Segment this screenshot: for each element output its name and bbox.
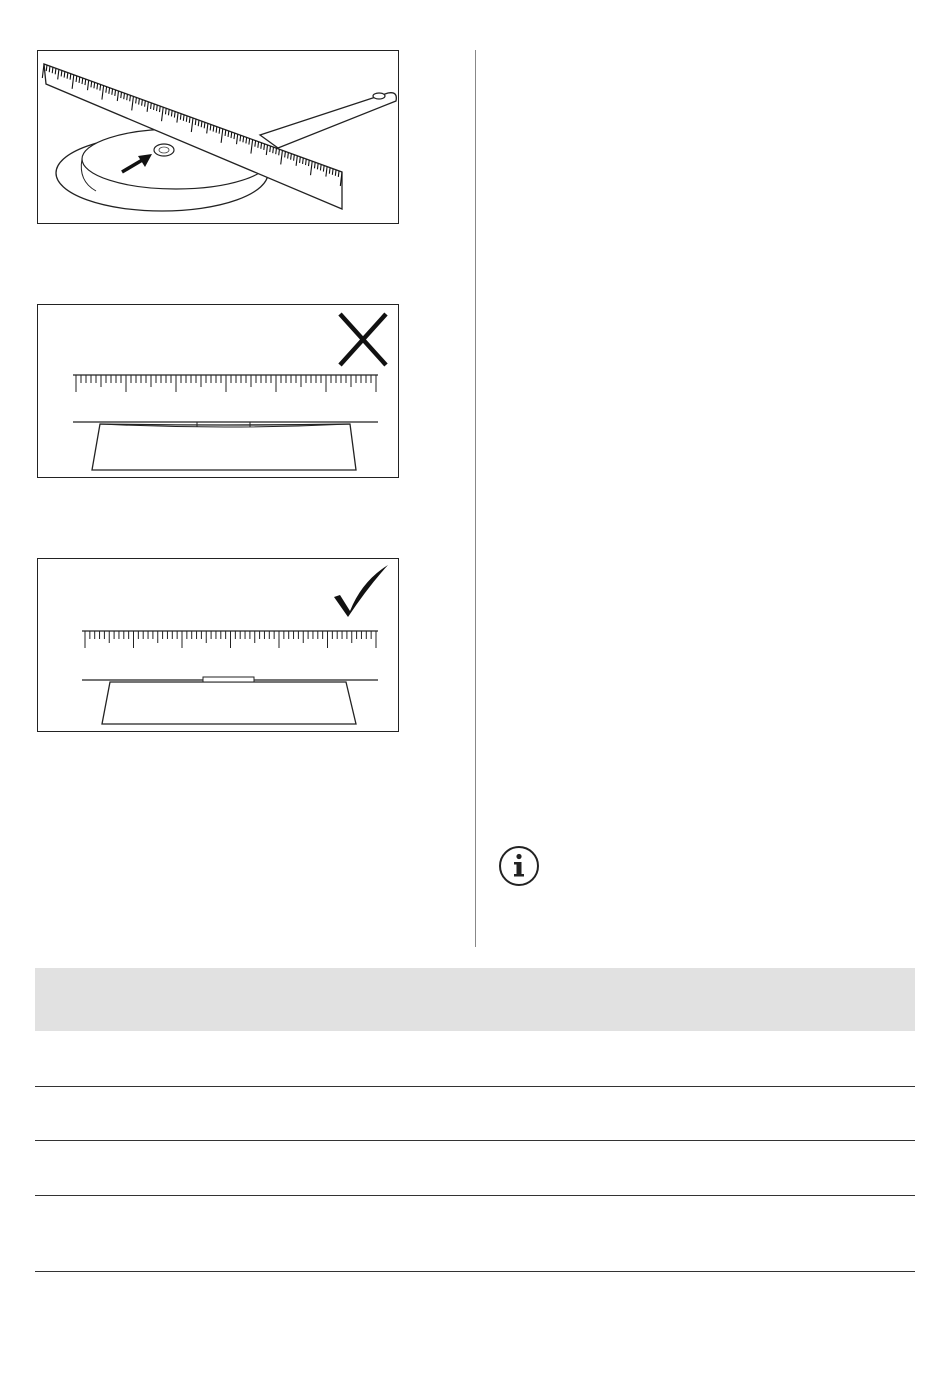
ruler-tick	[320, 164, 321, 170]
ruler-tick	[279, 149, 280, 155]
ruler-tick	[145, 101, 146, 107]
ruler-tick	[285, 151, 286, 157]
ruler-tick	[67, 73, 68, 79]
ruler-tick	[198, 120, 199, 126]
cross-icon	[340, 314, 386, 365]
ruler-tick	[61, 70, 62, 76]
column-divider	[475, 50, 476, 947]
ruler-tick	[195, 119, 196, 125]
ruler-tick	[157, 105, 158, 111]
ruler-tick	[294, 155, 295, 161]
flat-base-illustration	[38, 559, 399, 732]
table-row	[35, 1196, 915, 1272]
ruler-scale	[73, 375, 378, 392]
ruler-tick	[234, 133, 235, 139]
ruler-tick	[174, 112, 175, 118]
ruler-tick	[210, 124, 211, 130]
ruler-tick	[109, 88, 110, 94]
ruler-tick	[338, 171, 339, 177]
ruler-tick	[49, 66, 50, 72]
ruler-tick	[300, 157, 301, 163]
info-icon	[498, 845, 540, 887]
ruler-tick	[306, 159, 307, 165]
ruler-tick	[216, 127, 217, 133]
ruler-tick	[246, 137, 247, 143]
ruler-tick	[249, 139, 250, 145]
ruler-tick	[261, 143, 262, 149]
ruler-tick	[136, 97, 137, 103]
ruler-tick	[317, 163, 318, 169]
pan-handle	[260, 93, 396, 148]
ruler-tick	[94, 82, 95, 88]
ruler-tick	[130, 95, 131, 101]
base-marking	[154, 144, 174, 156]
ruler-tick	[303, 158, 304, 164]
table-header	[35, 968, 915, 1031]
ruler-tick	[121, 92, 122, 98]
ruler-tick	[183, 115, 184, 121]
ruler-tick	[201, 121, 202, 127]
ruler-tick	[127, 94, 128, 100]
table-row	[35, 1087, 915, 1141]
table-row	[35, 1141, 915, 1196]
ruler-tick	[91, 81, 92, 87]
ruler-tick	[240, 135, 241, 141]
ruler-tick	[255, 141, 256, 147]
figure-flat-base-correct	[37, 558, 399, 732]
ruler-tick	[264, 144, 265, 150]
ruler-tick	[273, 147, 274, 153]
ruler-tick	[288, 153, 289, 159]
ruler-tick	[142, 100, 143, 106]
ruler-tick	[52, 67, 53, 73]
ruler-tick	[168, 109, 169, 115]
ruler-tick	[97, 83, 98, 89]
figure-pan-with-ruler	[37, 50, 399, 224]
ruler-tick	[219, 128, 220, 134]
ruler-tick	[100, 85, 101, 91]
ruler-tick	[151, 103, 152, 109]
convex-base-illustration	[38, 305, 399, 478]
ruler-tick	[82, 78, 83, 84]
ruler-tick	[42, 64, 44, 78]
ruler-scale	[82, 631, 378, 648]
ruler-tick	[112, 89, 113, 95]
ruler-tick	[231, 132, 232, 138]
ruler-tick	[64, 72, 65, 78]
ruler-tick	[46, 65, 47, 71]
ruler-tick	[55, 68, 56, 74]
ruler-tick	[160, 106, 161, 112]
figure-convex-base-incorrect	[37, 304, 399, 478]
ruler-tick	[332, 169, 333, 175]
ruler-tick	[124, 93, 125, 99]
ruler-tick	[309, 160, 310, 166]
pan-cross-section	[73, 422, 378, 470]
ruler-tick	[243, 136, 244, 142]
ruler-tick	[276, 148, 277, 154]
ruler-tick	[139, 99, 140, 105]
ruler-tick	[106, 87, 107, 93]
ruler-tick	[335, 170, 336, 176]
ruler-tick	[258, 142, 259, 148]
ruler-tick	[204, 122, 205, 128]
ruler-tick	[189, 117, 190, 123]
ruler-tick	[323, 166, 324, 172]
check-icon	[334, 565, 388, 617]
ruler-tick	[79, 77, 80, 83]
ruler-tick	[228, 131, 229, 137]
pan-cross-section	[82, 677, 378, 724]
ruler-tick	[180, 114, 181, 120]
ruler-tick	[165, 108, 166, 114]
ruler-tick	[270, 146, 271, 152]
ruler-tick	[115, 90, 116, 96]
pan-ruler-illustration	[38, 51, 399, 224]
ruler-tick	[154, 104, 155, 110]
ruler-tick	[76, 76, 77, 82]
ruler-tick	[225, 130, 226, 136]
ruler-tick	[291, 154, 292, 160]
ruler-tick	[213, 126, 214, 132]
ruler-tick	[329, 168, 330, 174]
table-row	[35, 1031, 915, 1087]
ruler-tick	[85, 79, 86, 85]
ruler-tick	[314, 162, 315, 168]
ruler-tick	[186, 116, 187, 122]
ruler-tick	[70, 74, 71, 80]
ruler-tick	[171, 110, 172, 116]
